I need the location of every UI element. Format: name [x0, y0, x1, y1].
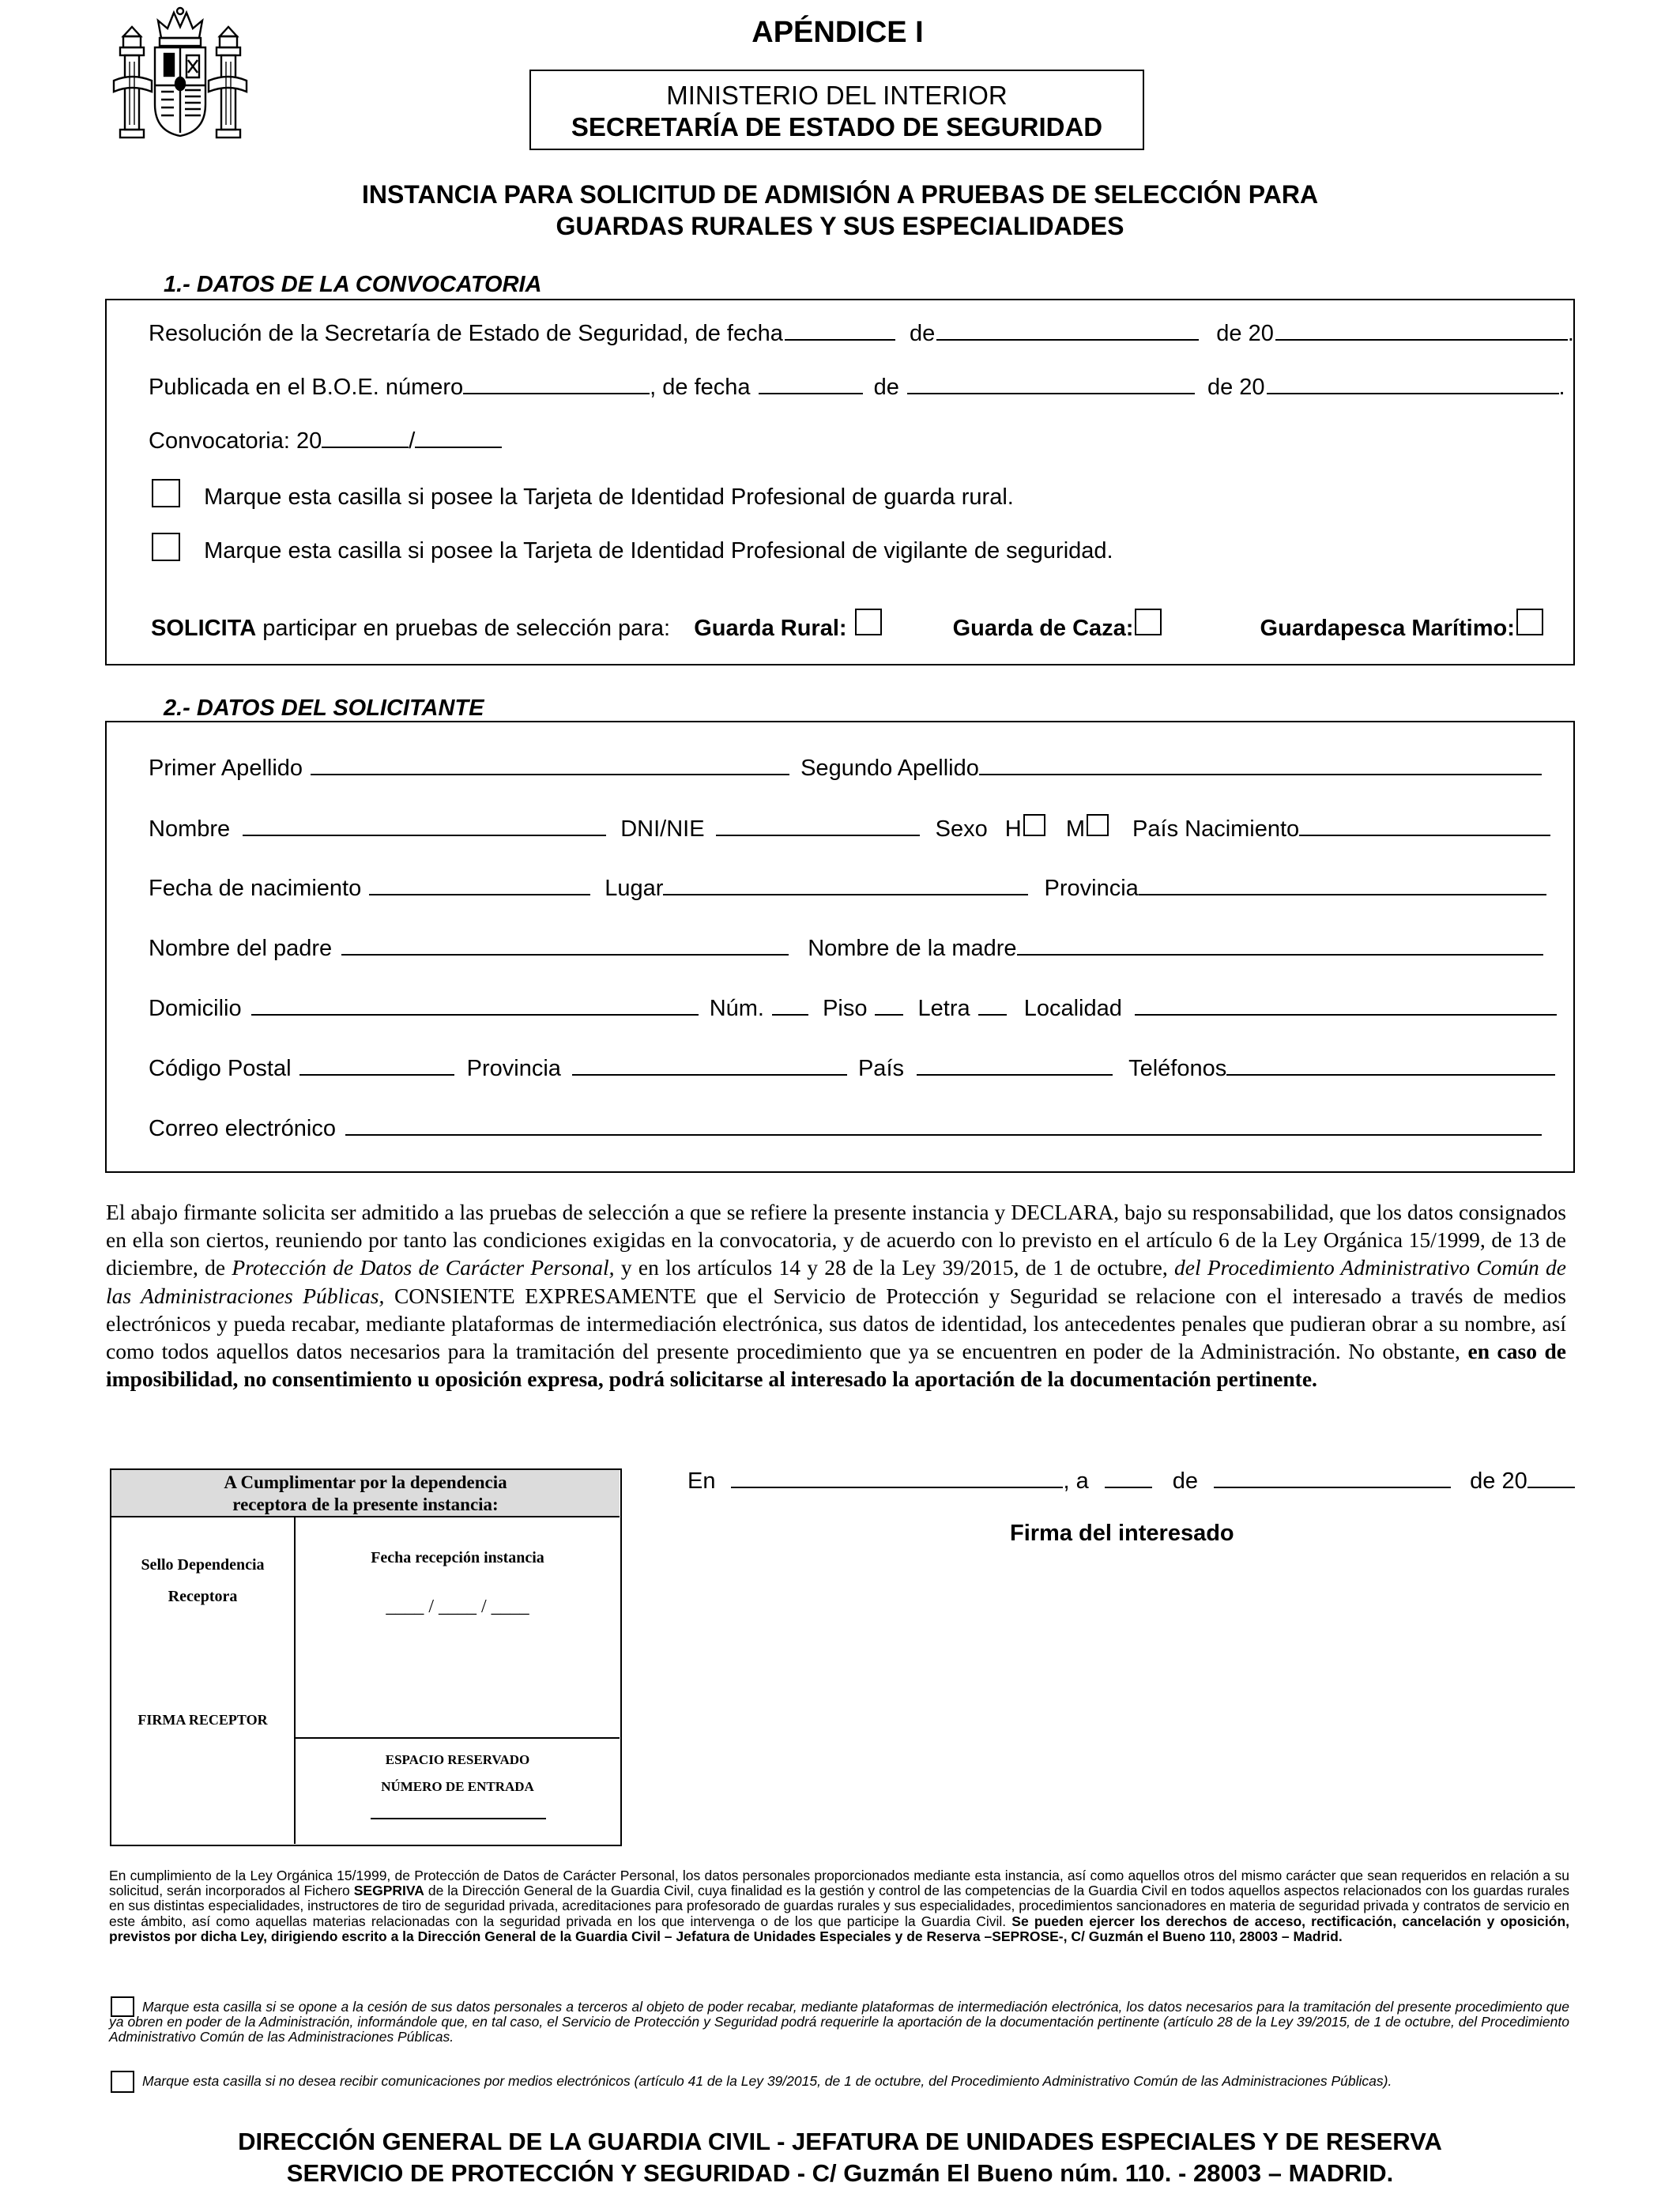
- num-field[interactable]: [772, 1014, 808, 1016]
- privacy-part1: En cumplimiento de la Ley Orgánica 15/1999, de Protección de Datos de Carácter Personal, los datos personales proporcionados mediante esta instancia, así como aquellos otros del mismo carácter que sean requeridos en relación a su solicitud, serán incorporados al Fichero: [109, 1868, 1569, 1899]
- resolucion-mes-field[interactable]: [936, 339, 1199, 341]
- reception-header-line2: receptora de la presente instancia:: [232, 1495, 499, 1514]
- privacy-bold2: Se pueden ejercer los derechos de acceso, rectificación, cancelación y oposición, previstos por dicha Ley, dirigiendo escrito a la Dirección General de la Guardia Civil – Jefatura de Unidades Especiales y de Reserva –SEPROSE-, C/ Guzmán el Bueno 110, 28003 – Madrid.: [109, 1913, 1569, 1944]
- solicita-row: [151, 609, 1573, 643]
- sexo-label: Sexo: [935, 816, 988, 842]
- resolucion-de20: de 20: [1216, 321, 1274, 346]
- privacy-text: [109, 1868, 1569, 1944]
- reception-header: [111, 1470, 620, 1517]
- form-title-line2: GUARDAS RURALES Y SUS ESPECIALIDADES: [556, 212, 1124, 240]
- nombre-row: [149, 814, 1573, 843]
- publicada-label: Publicada en el B.O.E. número: [149, 375, 464, 400]
- domicilio-row: [149, 994, 1573, 1023]
- opt-caza-label: Guarda de Caza:: [952, 616, 1134, 641]
- form-title-line1: INSTANCIA PARA SOLICITUD DE ADMISIÓN A PRUEBAS DE SELECCIÓN PARA: [361, 180, 1319, 209]
- nombre-field[interactable]: [243, 835, 606, 836]
- privacy-opt2: [109, 2071, 1569, 2089]
- section1-title: 1.- DATOS DE LA CONVOCATORIA: [164, 272, 542, 297]
- correo-field[interactable]: [345, 1134, 1542, 1136]
- ministry-box: [529, 70, 1144, 150]
- signature-day-field[interactable]: [1105, 1487, 1152, 1488]
- signature-label: Firma del interesado: [1010, 1521, 1234, 1546]
- nombre-padre-label: Nombre del padre: [149, 936, 333, 961]
- privacy-opt1-checkbox[interactable]: [111, 1996, 134, 2017]
- resolucion-fecha-field[interactable]: [785, 339, 895, 341]
- domicilio-field[interactable]: [251, 1014, 699, 1016]
- sello-label: [111, 1549, 294, 1612]
- firma-receptor-label: FIRMA RECEPTOR: [137, 1712, 268, 1728]
- footer-line2: SERVICIO DE PROTECCIÓN Y SEGURIDAD - C/ Guzmán El Bueno núm. 110. - 28003 – MADRID.: [286, 2159, 1394, 2187]
- declaration-bold: en caso de imposibilidad, no consentimiento u oposición expresa, podrá solicitarse al interesado la aportación de la documentación pertinente.: [106, 1339, 1566, 1392]
- nombre-madre-field[interactable]: [1017, 954, 1543, 956]
- signature-de20: de 20: [1470, 1468, 1527, 1494]
- signature-row: [687, 1467, 1575, 1495]
- codigo-postal-field[interactable]: [299, 1074, 454, 1076]
- reception-box: [110, 1468, 622, 1846]
- opt-rural-checkbox[interactable]: [855, 609, 882, 635]
- declaration-part2: y en los artículos 14 y 28 de la Ley 39/2015, de 1 de octubre,: [614, 1255, 1174, 1280]
- primer-apellido-field[interactable]: [311, 774, 789, 775]
- publicada-row: [149, 373, 1573, 401]
- fecha-nacimiento-label: Fecha de nacimiento: [149, 876, 362, 901]
- apellidos-row: [149, 754, 1573, 782]
- solicita-text: participar en pruebas de selección para:: [256, 616, 671, 641]
- telefonos-label: Teléfonos: [1128, 1056, 1227, 1081]
- correo-row: [149, 1114, 1573, 1143]
- segundo-apellido-label: Segundo Apellido: [800, 756, 979, 781]
- letra-field[interactable]: [978, 1014, 1007, 1016]
- publicada-de: de: [873, 375, 899, 400]
- publicada-de-fecha: , de fecha: [650, 375, 751, 400]
- convocatoria-anio-field[interactable]: [322, 447, 409, 448]
- reception-inner-divider: [294, 1737, 620, 1739]
- ministry-name: MINISTERIO DEL INTERIOR: [666, 81, 1008, 110]
- opt-pesca-label: Guardapesca Marítimo:: [1260, 616, 1515, 641]
- resolucion-de: de: [909, 321, 936, 346]
- primer-apellido-label: Primer Apellido: [149, 756, 303, 781]
- piso-label: Piso: [823, 996, 868, 1021]
- nombre-padre-field[interactable]: [341, 954, 789, 956]
- dni-field[interactable]: [716, 835, 920, 836]
- provincia-field[interactable]: [572, 1074, 847, 1076]
- privacy-opt2-text: Marque esta casilla si no desea recibir comunicaciones por medios electrónicos (artículo 41 de la Ley 39/2015, de 1 de octubre, del Procedimiento Administrativo Común de las Administraciones Públicas).: [142, 2073, 1392, 2089]
- resolucion-label: Resolución de la Secretaría de Estado de Seguridad, de fecha: [149, 321, 783, 346]
- section2-title: 2.- DATOS DEL SOLICITANTE: [164, 696, 484, 721]
- letra-label: Letra: [917, 996, 970, 1021]
- piso-field[interactable]: [875, 1014, 903, 1016]
- declaration-italic1: Protección de Datos de Carácter Personal,: [232, 1255, 615, 1280]
- boe-fecha-field[interactable]: [759, 393, 863, 394]
- signature-a: , a: [1063, 1468, 1089, 1494]
- declaration-italic2: del Procedimiento Administrativo Común de las Administraciones Públicas,: [106, 1255, 1566, 1308]
- postal-row: [149, 1054, 1573, 1083]
- signature-month-field[interactable]: [1214, 1487, 1451, 1488]
- pais-nacimiento-label: País Nacimiento: [1132, 816, 1300, 842]
- segundo-apellido-field[interactable]: [979, 774, 1542, 775]
- sello-line1: Sello Dependencia: [141, 1556, 265, 1574]
- espacio-line1: ESPACIO RESERVADO: [385, 1752, 530, 1767]
- pais-label: País: [857, 1056, 904, 1081]
- boe-mes-field[interactable]: [907, 393, 1195, 394]
- convocatoria-row: [149, 427, 1573, 455]
- resolucion-dot: .: [1567, 321, 1574, 346]
- nombre-label: Nombre: [149, 816, 231, 842]
- declaration-part3: CONSIENTE EXPRESAMENTE que el Servicio de Protección y Seguridad se relacione con el interesado a través de medios electrónicos y pueda recabar, mediante plataformas de intermediación electrónica, sus datos de identidad, los antecedentes penales que pudieran obrar a su nombre, así como todos aquellos datos necesarios para la tramitación del presente procedimiento que ya se encuentren en poder de la Administración. No obstante,: [106, 1283, 1566, 1364]
- lugar-label: Lugar: [605, 876, 664, 901]
- espacio-line2: NÚMERO DE ENTRADA: [381, 1779, 534, 1794]
- nacimiento-row: [149, 874, 1573, 903]
- sexo-m-label: M: [1065, 816, 1085, 842]
- nombre-madre-label: Nombre de la madre: [808, 936, 1017, 961]
- opt-pesca-checkbox[interactable]: [1516, 609, 1543, 635]
- tip-guarda-checkbox[interactable]: [152, 479, 180, 507]
- pais-field[interactable]: [917, 1074, 1113, 1076]
- convocatoria-num-field[interactable]: [415, 447, 502, 448]
- localidad-label: Localidad: [1023, 996, 1122, 1021]
- declaration-part1: El abajo firmante solicita ser admitido a las pruebas de selección a que se refiere la presente instancia y DECLARA, bajo su responsabilidad, que los datos consignados en ella son ciertos, reuniendo por tanto las condiciones exigidas en la convocatoria, y de acuerdo con lo previsto en el artículo 6 de la Ley Orgánica 15/1999, de 13 de diciembre, de: [106, 1200, 1566, 1280]
- padres-row: [149, 934, 1573, 963]
- declaration-text: [106, 1198, 1566, 1393]
- signature-place-field[interactable]: [731, 1487, 1063, 1488]
- signature-en: En: [687, 1468, 716, 1494]
- tip-vigilante-label: Marque esta casilla si posee la Tarjeta de Identidad Profesional de vigilante de seguridad.: [204, 538, 1113, 564]
- convocatoria-label: Convocatoria: 20: [149, 428, 322, 454]
- opt-caza-checkbox[interactable]: [1135, 609, 1162, 635]
- sello-line2: Receptora: [168, 1588, 238, 1605]
- publicada-de20: de 20: [1207, 375, 1265, 400]
- espacio-reservado: [296, 1747, 620, 1800]
- opt-rural-label: Guarda Rural:: [694, 616, 847, 641]
- privacy-opt2-checkbox[interactable]: [111, 2071, 134, 2093]
- sexo-h-checkbox[interactable]: [1023, 814, 1045, 836]
- solicita-bold: SOLICITA: [151, 616, 257, 641]
- provincia-nac-field[interactable]: [1139, 894, 1546, 895]
- codigo-postal-label: Código Postal: [149, 1056, 292, 1081]
- num-label: Núm.: [709, 996, 764, 1021]
- section2-box: [105, 721, 1575, 1173]
- section1-box: [105, 299, 1575, 665]
- resolucion-anio-field[interactable]: [1275, 339, 1568, 341]
- fecha-nacimiento-field[interactable]: [369, 894, 590, 895]
- footer-line1: DIRECCIÓN GENERAL DE LA GUARDIA CIVIL - JEFATURA DE UNIDADES ESPECIALES Y DE RESERVA: [238, 2128, 1442, 2155]
- numero-entrada-field[interactable]: [371, 1818, 546, 1819]
- provincia-nac-label: Provincia: [1044, 876, 1139, 901]
- pais-nacimiento-field[interactable]: [1299, 835, 1550, 836]
- domicilio-label: Domicilio: [149, 996, 242, 1021]
- sexo-m-checkbox[interactable]: [1087, 814, 1109, 836]
- privacy-part2: de la Dirección General de la Guardia Civil, cuya finalidad es la gestión y control de las competencias de la Guardia Civil en todos aquellos aspectos relacionados con los guardas rurales en sus distintas especialidades, instructores de tiro de seguridad privada, acreditaciones para profesorado de guardas rurales y sus especialidades, procedimientos sancionadores en materia de seguridad privada y contratos de servicio en este ámbito, así como aquellas materias relacionadas con la seguridad privada en los que intervenga o de los que participe la Guardia Civil.: [109, 1883, 1569, 1929]
- privacy-bold1: SEGPRIVA: [353, 1883, 424, 1899]
- tip-vigilante-checkbox[interactable]: [152, 533, 180, 561]
- localidad-field[interactable]: [1135, 1014, 1557, 1016]
- reception-header-line1: A Cumplimentar por la dependencia: [224, 1472, 507, 1492]
- provincia-label: Provincia: [466, 1056, 561, 1081]
- publicada-dot: .: [1558, 375, 1565, 400]
- sexo-h-label: H: [1004, 816, 1022, 842]
- privacy-opt1-text: Marque esta casilla si se opone a la cesión de sus datos personales a terceros al objeto de poder recabar, mediante plataformas de intermediación electrónica, los datos necesarios para la tramitación del presente procedimiento que ya obren en poder de la Administración, informándole que, en tal caso, el Servicio de Protección y Seguridad podrá requerirle la aportación de la documentación pertinente (artículo 28 de la Ley 39/2015, de 1 de octubre, del Procedimiento Administrativo Común de las Administraciones Públicas.: [109, 1999, 1569, 2045]
- boe-anio-field[interactable]: [1267, 393, 1559, 394]
- correo-label: Correo electrónico: [149, 1116, 336, 1141]
- signature-de: de: [1172, 1468, 1199, 1494]
- signature-year-field[interactable]: [1527, 1487, 1575, 1488]
- tip-guarda-row: [152, 479, 1573, 511]
- convocatoria-slash: /: [409, 428, 416, 454]
- privacy-opt1: [109, 1995, 1569, 2045]
- lugar-field[interactable]: [663, 894, 1028, 895]
- appendix-title: APÉNDICE I: [751, 16, 924, 49]
- tip-guarda-label: Marque esta casilla si posee la Tarjeta de Identidad Profesional de guarda rural.: [204, 484, 1014, 510]
- resolucion-row: [149, 319, 1573, 348]
- tip-vigilante-row: [152, 533, 1573, 565]
- fecha-recepcion-label: Fecha recepción instancia: [371, 1549, 544, 1566]
- fecha-recepcion-field[interactable]: ____ / ____ / ____: [386, 1596, 529, 1617]
- boe-numero-field[interactable]: [463, 393, 650, 394]
- dni-label: DNI/NIE: [620, 816, 705, 842]
- secretariat-name: SECRETARÍA DE ESTADO DE SEGURIDAD: [571, 112, 1103, 141]
- telefonos-field[interactable]: [1226, 1074, 1555, 1076]
